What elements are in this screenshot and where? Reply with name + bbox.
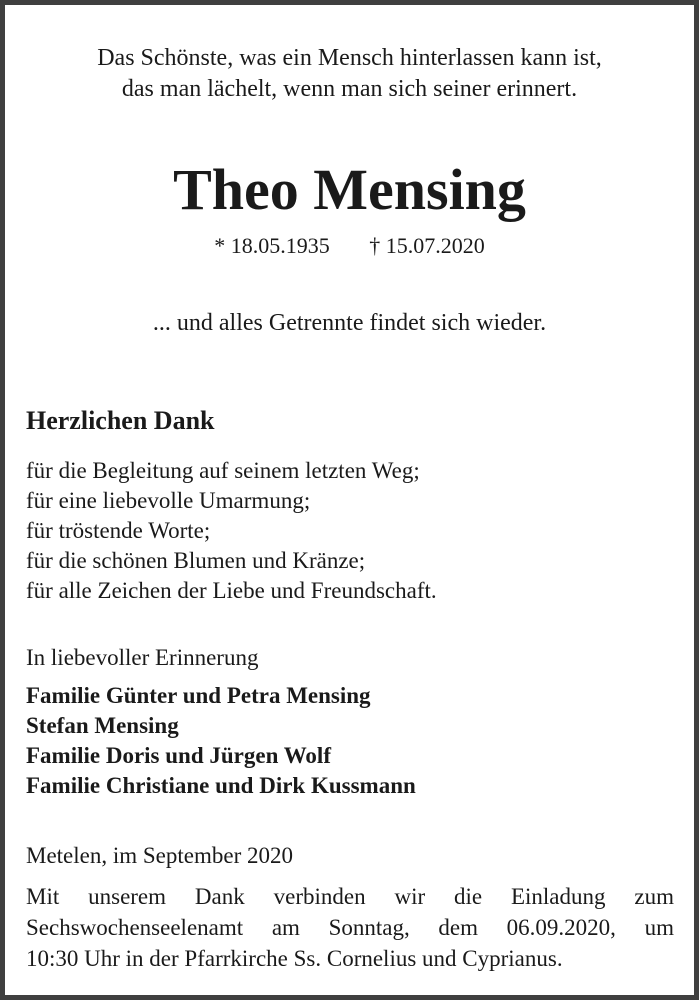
remembrance-line: In liebevoller Erinnerung: [26, 645, 259, 670]
motto-line: ... und alles Getrennte findet sich wieder.: [152, 310, 547, 336]
thanks-line: für die schönen Blumen und Kränze;: [26, 548, 366, 573]
invitation-line: Sechswochenseelenamt am Sonntag, dem 06.09.2020, um: [26, 915, 674, 940]
invitation-line: 10:30 Uhr in der Pfarrkirche Ss. Cornelius und Cyprianus.: [26, 946, 563, 971]
deceased-name: Theo Mensing: [173, 157, 526, 222]
thanks-line: für die Begleitung auf seinem letzten Weg;: [26, 458, 420, 483]
life-dates: [5, 232, 694, 260]
mourners-list: [26, 681, 416, 801]
thanks-line: für alle Zeichen der Liebe und Freundschaft.: [26, 578, 437, 603]
thanks-list: [26, 456, 437, 606]
birth-date: * 18.05.1935: [214, 233, 330, 258]
quote-line: Das Schönste, was ein Mensch hinterlassen kann ist,: [97, 45, 602, 71]
place-date: Metelen, im September 2020: [26, 843, 293, 868]
mourner-family: Stefan Mensing: [26, 713, 179, 738]
memorial-quote: [5, 43, 694, 105]
thanks-line: für eine liebevolle Umarmung;: [26, 488, 311, 513]
quote-line: das man lächelt, wenn man sich seiner erinnert.: [121, 76, 578, 102]
thanks-line: für tröstende Worte;: [26, 518, 211, 543]
mourner-family: Familie Doris und Jürgen Wolf: [26, 743, 331, 768]
mourner-family: Familie Christiane und Dirk Kussmann: [26, 773, 416, 798]
thanks-heading: Herzlichen Dank: [26, 406, 215, 435]
death-date: † 15.07.2020: [369, 233, 485, 258]
mourner-family: Familie Günter und Petra Mensing: [26, 683, 371, 708]
invitation-line: Mit unserem Dank verbinden wir die Einladung zum: [26, 884, 674, 909]
mass-invitation: [26, 881, 674, 974]
